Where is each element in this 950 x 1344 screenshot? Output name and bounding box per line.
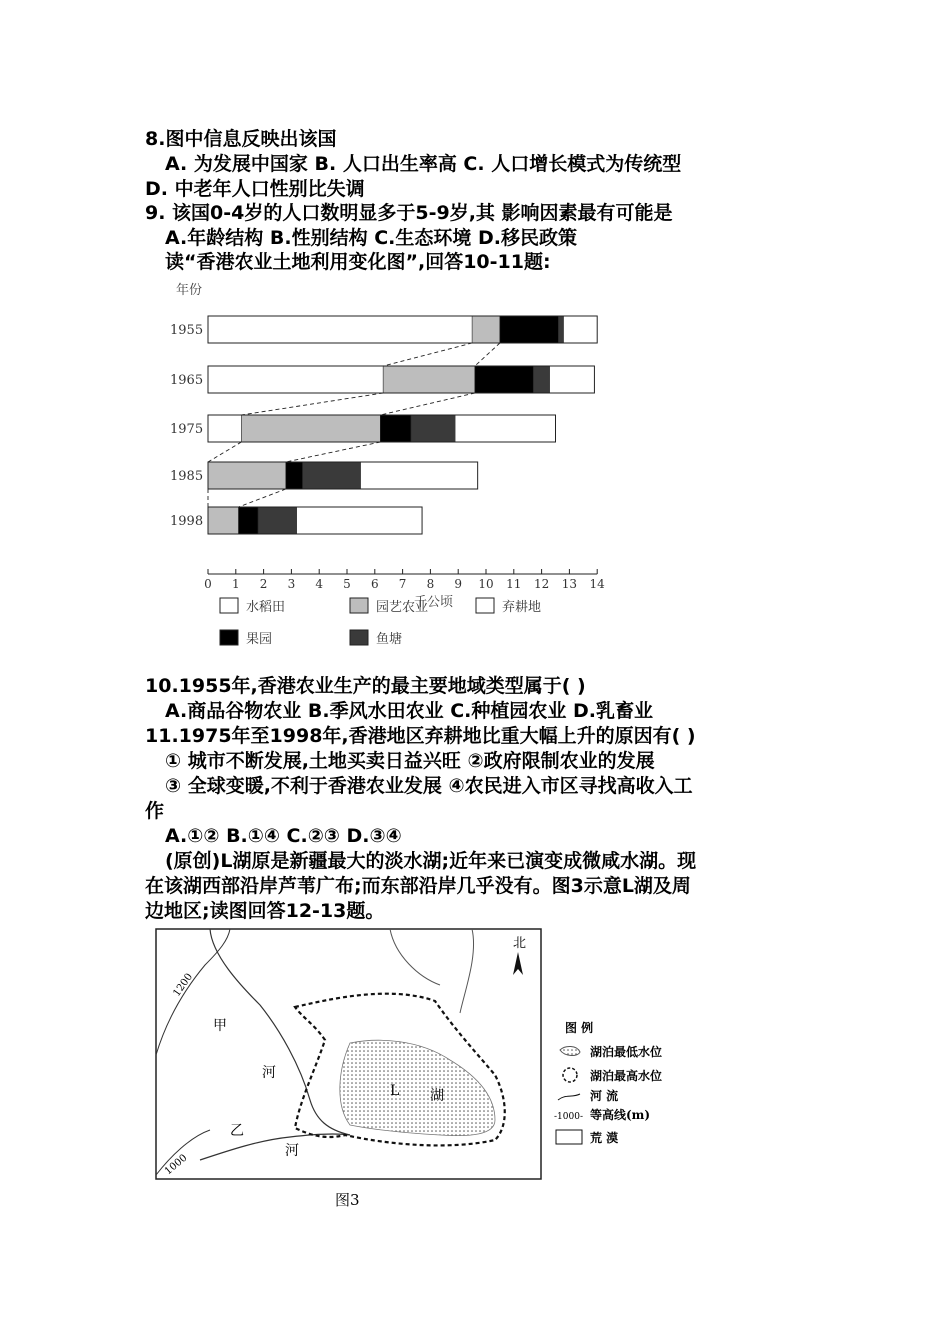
legend-swatch-园艺农业	[350, 598, 368, 613]
legend-label-鱼塘: 鱼塘	[376, 632, 403, 647]
legend-swatch-鱼塘	[350, 630, 368, 645]
bar-1965-果园	[475, 366, 533, 393]
bar-1998-果园	[239, 507, 258, 534]
x-tick-label-7: 7	[398, 577, 407, 591]
map-caption: 图3	[335, 1191, 360, 1209]
bar-1998-弃耕地	[297, 507, 422, 534]
connector-3-1	[239, 489, 286, 507]
chart-ylabel: 年份	[176, 283, 203, 298]
bar-1975-水稻田	[208, 415, 241, 442]
legend-river-label: 河 流	[590, 1089, 619, 1103]
bar-1955-鱼塘	[558, 316, 564, 343]
legend-high-water-swatch	[563, 1068, 577, 1082]
contour-1200-label: 1200	[171, 971, 196, 999]
bar-1955-弃耕地	[564, 316, 597, 343]
legend-label-水稻田: 水稻田	[246, 600, 286, 615]
connector-2-1	[286, 442, 381, 462]
intro-12-13-line3: 边地区;读图回答12-13题。	[145, 900, 385, 922]
x-tick-label-13: 13	[561, 577, 578, 591]
legend-river-swatch	[558, 1094, 580, 1100]
connector-2-0	[208, 442, 241, 462]
x-tick-label-8: 8	[426, 577, 435, 591]
q9-options: A.年龄结构 B.性别结构 C.生态环境 D.移民政策	[165, 227, 577, 249]
legend-swatch-果园	[220, 630, 238, 645]
intro-10-11: 读“香港农业土地利用变化图”,回答10-11题:	[165, 251, 551, 273]
year-label-1998: 1998	[170, 514, 204, 529]
legend-label-园艺农业: 园艺农业	[376, 600, 429, 615]
legend-contour-label: 等高线(m)	[590, 1108, 651, 1122]
legend-low-water-label: 湖泊最低水位	[590, 1045, 663, 1059]
legend-desert-label: 荒 漠	[590, 1131, 619, 1145]
chart-legend	[220, 598, 541, 647]
q11-item-line2: ③ 全球变暖,不利于香港农业发展 ④农民进入市区寻找高收入工	[165, 775, 693, 797]
bar-1975-果园	[380, 415, 411, 442]
legend-label-果园: 果园	[246, 632, 273, 647]
bar-1965-水稻田	[208, 366, 383, 393]
legend-swatch-水稻田	[220, 598, 238, 613]
x-tick-label-6: 6	[370, 577, 379, 591]
q9-stem: 9. 该国0-4岁的人口数明显多于5-9岁,其 影响因素最有可能是	[145, 202, 673, 224]
q10-stem: 10.1955年,香港农业生产的最主要地域类型属于( )	[145, 675, 586, 697]
lake-l-map	[150, 925, 730, 1225]
river-jia-char1: 甲	[213, 1018, 227, 1034]
legend-contour-sample: -1000-	[554, 1112, 583, 1122]
q10-options: A.商品谷物农业 B.季风水田农业 C.种植园农业 D.乳畜业	[165, 700, 653, 722]
bar-1965-弃耕地	[550, 366, 594, 393]
year-label-1955: 1955	[170, 323, 204, 338]
x-tick-label-4: 4	[315, 577, 324, 591]
q8-stem: 8.图中信息反映出该国	[145, 128, 337, 150]
bar-1955-果园	[500, 316, 558, 343]
x-tick-label-3: 3	[287, 577, 296, 591]
chart-plot-area	[170, 316, 605, 591]
bar-1975-园艺农业	[241, 415, 380, 442]
intro-12-13-line1: (原创)L湖原是新疆最大的淡水湖;近年来已演变成微咸水湖。现	[165, 850, 697, 872]
bar-1965-园艺农业	[383, 366, 475, 393]
x-tick-label-12: 12	[533, 577, 550, 591]
legend-desert-swatch	[556, 1130, 582, 1144]
river-jia-char2: 河	[262, 1065, 276, 1081]
lake-label-hu: 湖	[430, 1088, 444, 1104]
bar-1975-弃耕地	[455, 415, 555, 442]
q8-option-d: D. 中老年人口性别比失调	[145, 178, 365, 200]
year-label-1975: 1975	[170, 422, 204, 437]
x-tick-label-5: 5	[343, 577, 351, 591]
x-tick-label-10: 10	[478, 577, 494, 591]
q11-item-line3: 作	[145, 800, 165, 822]
x-tick-label-9: 9	[454, 577, 463, 591]
legend-swatch-弃耕地	[476, 598, 494, 613]
connector-1-0	[241, 393, 383, 415]
bar-1985-鱼塘	[303, 462, 361, 489]
chart-xlabel: 千公顷	[414, 595, 454, 610]
connector-0-1	[475, 343, 500, 366]
river-yi-char2: 河	[285, 1143, 299, 1159]
lake-label-l: L	[390, 1083, 400, 1099]
bar-1965-鱼塘	[533, 366, 550, 393]
legend-low-water-swatch	[560, 1046, 580, 1055]
contour-1000-label: 1000	[162, 1152, 190, 1178]
x-tick-label-11: 11	[506, 577, 522, 591]
bar-1985-果园	[286, 462, 303, 489]
legend-title: 图 例	[565, 1021, 594, 1035]
q8-options-abc: A. 为发展中国家 B. 人口出生率高 C. 人口增长模式为传统型	[165, 153, 682, 175]
connector-1-1	[380, 393, 475, 415]
bar-1975-鱼塘	[411, 415, 455, 442]
north-label: 北	[513, 936, 527, 951]
river-yi-char1: 乙	[230, 1123, 244, 1139]
x-tick-label-2: 2	[259, 577, 268, 591]
q11-stem: 11.1975年至1998年,香港地区弃耕地比重大幅上升的原因有( )	[145, 725, 696, 747]
x-tick-label-1: 1	[231, 577, 240, 591]
x-tick-label-14: 14	[589, 577, 605, 591]
bar-1998-园艺农业	[208, 507, 239, 534]
map-legend	[554, 1020, 662, 1145]
year-label-1965: 1965	[170, 373, 204, 388]
connector-0-0	[383, 343, 472, 366]
bar-1985-园艺农业	[208, 462, 286, 489]
q11-item-line1: ① 城市不断发展,土地买卖日益兴旺 ②政府限制农业的发展	[165, 750, 655, 772]
bar-1985-弃耕地	[361, 462, 478, 489]
x-tick-label-0: 0	[204, 577, 212, 591]
bar-1998-鱼塘	[258, 507, 297, 534]
legend-high-water-label: 湖泊最高水位	[590, 1069, 663, 1083]
year-label-1985: 1985	[170, 469, 204, 484]
legend-label-弃耕地: 弃耕地	[502, 600, 542, 615]
bar-1955-水稻田	[208, 316, 472, 343]
bar-1955-园艺农业	[472, 316, 500, 343]
land-use-chart	[160, 272, 620, 662]
q11-options: A.①② B.①④ C.②③ D.③④	[165, 825, 402, 847]
intro-12-13-line2: 在该湖西部沿岸芦苇广布;而东部沿岸几乎没有。图3示意L湖及周	[145, 875, 691, 897]
